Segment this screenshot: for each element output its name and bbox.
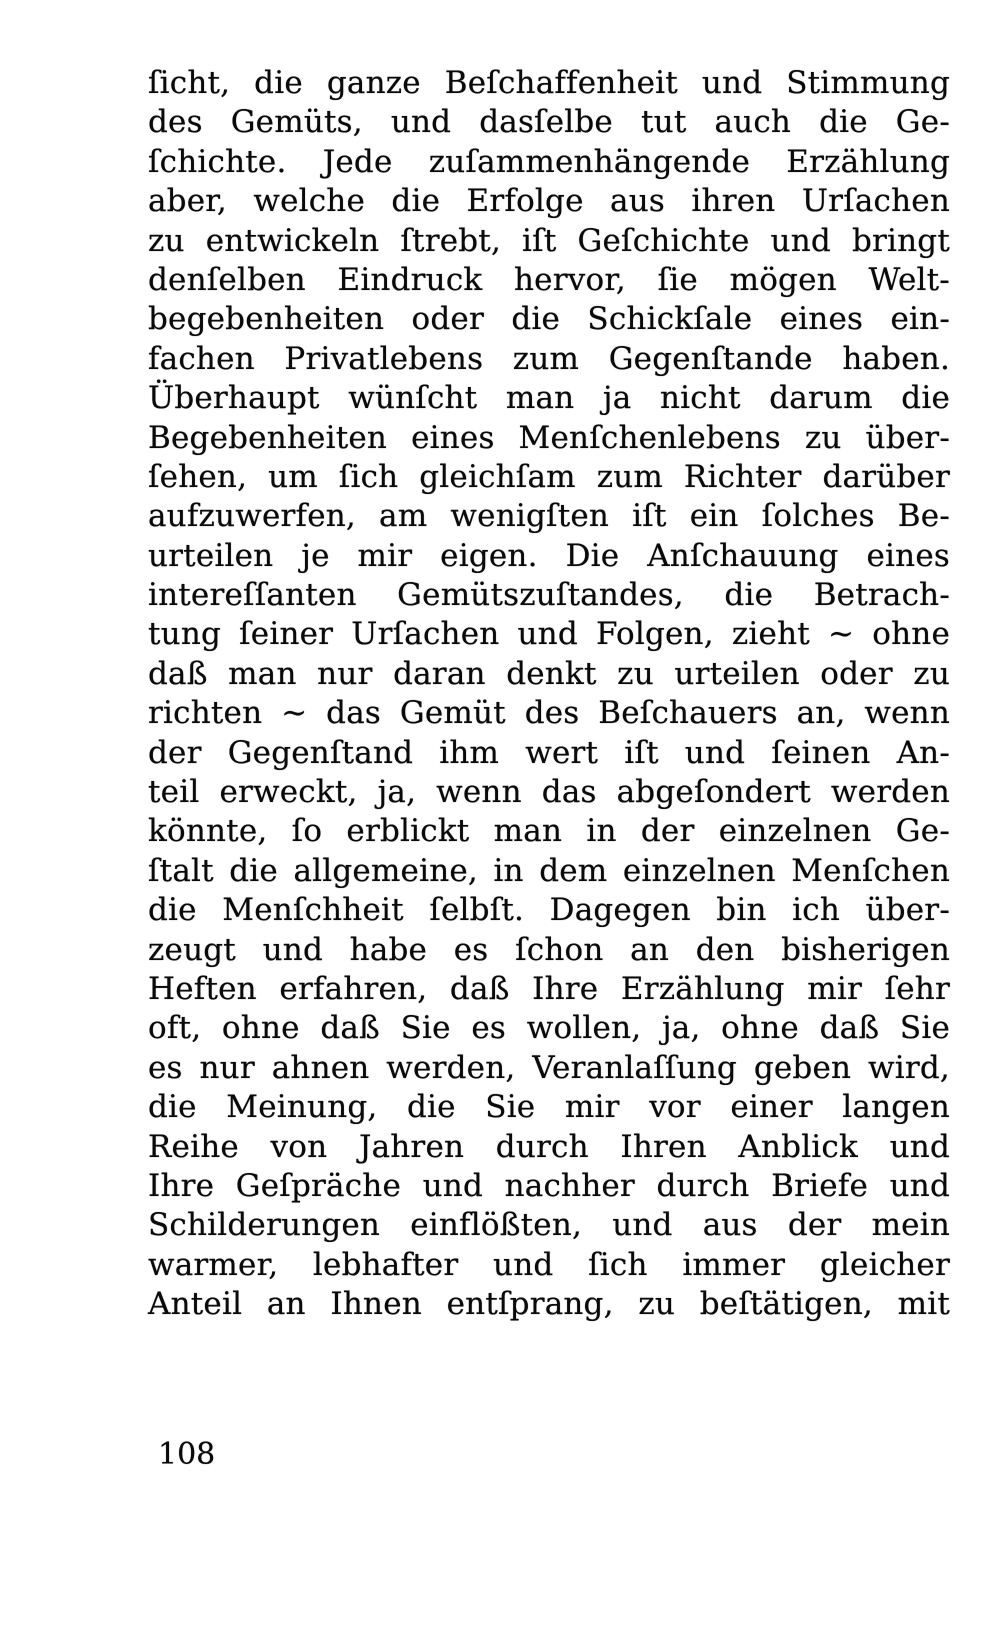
text-line: urteilen je mir eigen. Die Anſchauung eines	[148, 537, 950, 574]
text-line: tung ſeiner Urſachen und Folgen, zieht ~ ohne	[148, 616, 950, 653]
text-line: Überhaupt wünſcht man ja nicht darum die	[148, 380, 950, 417]
text-line: Reihe von Jahren durch Ihren Anblick und	[148, 1128, 950, 1165]
text-line: oft, ohne daß Sie es wollen, ja, ohne daß Sie	[148, 1010, 950, 1047]
text-line: denſelben Eindruck hervor, ſie mögen Welt-	[148, 261, 950, 298]
text-line: teil erweckt, ja, wenn das abgeſondert werden	[148, 774, 950, 811]
text-line: ſtalt die allgemeine, in dem einzelnen Menſchen	[148, 852, 950, 889]
page-number: 108	[158, 1437, 216, 1472]
text-line: könnte, ſo erblickt man in der einzelnen Ge-	[148, 813, 950, 850]
text-line: daß man nur daran denkt zu urteilen oder zu	[148, 655, 950, 692]
text-line: Schilderungen einflößten, und aus der mein	[148, 1207, 950, 1244]
text-line: des Gemüts, und dasſelbe tut auch die Ge-	[148, 104, 950, 141]
text-line: Begebenheiten eines Menſchenlebens zu über-	[148, 419, 950, 456]
text-line: zeugt und habe es ſchon an den bisherigen	[148, 931, 950, 968]
text-line: die Meinung, die Sie mir vor einer langen	[148, 1089, 950, 1126]
text-line: zu entwickeln ſtrebt, iſt Geſchichte und bringt	[148, 222, 950, 259]
text-block	[148, 64, 950, 1325]
text-line: Anteil an Ihnen entſprang, zu beſtätigen, mit	[148, 1286, 950, 1323]
text-line: fachen Privatlebens zum Gegenſtande haben.	[148, 340, 950, 377]
text-line: der Gegenſtand ihm wert iſt und ſeinen An-	[148, 734, 950, 771]
text-line: richten ~ das Gemüt des Beſchauers an, wenn	[148, 695, 950, 732]
text-line: ſehen, um ſich gleichſam zum Richter darüber	[148, 458, 950, 495]
text-line: es nur ahnen werden, Veranlaſſung geben wird,	[148, 1049, 950, 1086]
text-line: begebenheiten oder die Schickſale eines ein-	[148, 301, 950, 338]
text-line: intereſſanten Gemütszuſtandes, die Betrach-	[148, 577, 950, 614]
text-line: Heften erfahren, daß Ihre Erzählung mir ſehr	[148, 970, 950, 1007]
text-line: aufzuwerfen, am wenigſten iſt ein ſolches Be-	[148, 498, 950, 535]
text-line: Ihre Geſpräche und nachher durch Briefe und	[148, 1167, 950, 1204]
text-line: warmer, lebhafter und ſich immer gleicher	[148, 1246, 950, 1283]
text-line: ſchichte. Jede zuſammenhängende Erzählung	[148, 143, 950, 180]
text-line: ſicht, die ganze Beſchaffenheit und Stimmung	[148, 65, 950, 101]
text-line: aber, welche die Erfolge aus ihren Urſachen	[148, 183, 950, 220]
text-line: die Menſchheit ſelbſt. Dagegen bin ich über-	[148, 892, 950, 929]
